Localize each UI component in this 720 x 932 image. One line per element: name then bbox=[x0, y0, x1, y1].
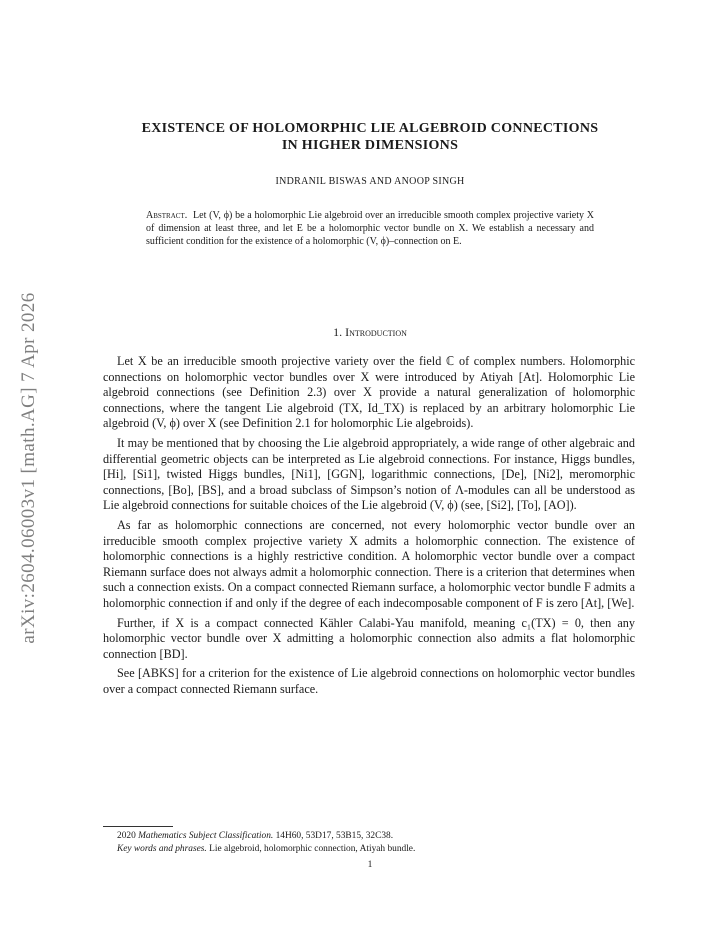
msc-label: Mathematics Subject Classification. bbox=[138, 831, 274, 841]
msc-codes: 14H60, 53D17, 53B15, 32C38. bbox=[275, 831, 394, 841]
paragraph-2: It may be mentioned that by choosing the Lie algebroid appropriately, a wide range of other algebraic and differential geometric objects can be interpreted as Lie algebroid connections. For instance, Higgs bundles, [Hi], [Si1], twisted Higgs bundles, [Ni1], [GGN], logarithmic connections, [De], [Ni2], meromorphic connections, [Bo], [BS], and a broad subclass of Simpson’s notion of Λ-modules can all be understood as Lie algebroid connections for suitable choices of the Lie algebroid (V, ϕ) (see, [Si2], [To], [AO]). bbox=[103, 435, 635, 513]
footnote-keywords bbox=[103, 843, 635, 856]
abstract-text: Let (V, ϕ) be a holomorphic Lie algebroid over an irreducible smooth complex projective variety X of dimension at least three, and let E be a holomorphic vector bundle on X. We establish a necessary and sufficient condition for the existence of a holomorphic (V, ϕ)–connection on E. bbox=[146, 210, 594, 248]
abstract bbox=[146, 209, 594, 249]
author-list: INDRANIL BISWAS AND ANOOP SINGH bbox=[275, 176, 465, 187]
footnote-msc bbox=[103, 830, 635, 843]
abstract-label: Abstract. bbox=[146, 210, 188, 221]
paragraph-5: See [ABKS] for a criterion for the existence of Lie algebroid connections on holomorphic vector bundles over a compact connected Riemann surface. bbox=[103, 666, 635, 696]
paragraph-1: Let X be an irreducible smooth projective variety over the field ℂ of complex numbers. Holomorphic connections on holomorphic vector bundles over X were introduced by Atiyah [At]. Holomorphic Lie algebroid connections (see Definition 2.3) over X provide a natural generalization of holomorphic connections, where the tangent Lie algebroid (TX, Id_TX) is replaced by an arbitrary holomorphic Lie algebroid (V, ϕ) over X (see Definition 2.1 for holomorphic Lie algebroids). bbox=[103, 354, 635, 431]
keywords-label: Key words and phrases. bbox=[117, 844, 207, 854]
footnote-rule bbox=[103, 826, 173, 827]
page-number: 1 bbox=[367, 860, 373, 870]
arxiv-stamp[interactable]: arXiv:2604.06003v1 [math.AG] 7 Apr 2026 bbox=[18, 292, 39, 644]
keywords-text: Lie algebroid, holomorphic connection, Atiyah bundle. bbox=[209, 844, 416, 854]
paragraph-4: Further, if X is a compact connected Kähler Calabi-Yau manifold, meaning c₁(TX) = 0, then any holomorphic vector bundle over X admitting a holomorphic connection also admits a flat holomorphic connection [BD]. bbox=[103, 615, 635, 661]
paper-title bbox=[100, 120, 640, 154]
section-heading: 1. Introduction bbox=[333, 325, 407, 339]
title-line-1: EXISTENCE OF HOLOMORPHIC LIE ALGEBROID CONNECTIONS bbox=[141, 121, 599, 136]
title-line-2: IN HIGHER DIMENSIONS bbox=[281, 138, 459, 153]
footnotes bbox=[103, 830, 635, 856]
paragraph-3: As far as holomorphic connections are concerned, not every holomorphic vector bundle over an irreducible smooth complex projective variety X admits a holomorphic connection. The existence of holomorphic connections is a highly restrictive condition. A holomorphic vector bundle over a compact Riemann surface does not always admit a holomorphic connection. There is a criterion that determines when such a connection exists. On a compact connected Riemann surface, a holomorphic vector bundle F admits a holomorphic connection if and only if the degree of each indecomposable component of F is zero [At], [We]. bbox=[103, 517, 635, 610]
body-text bbox=[103, 354, 635, 701]
msc-year: 2020 bbox=[117, 831, 136, 841]
